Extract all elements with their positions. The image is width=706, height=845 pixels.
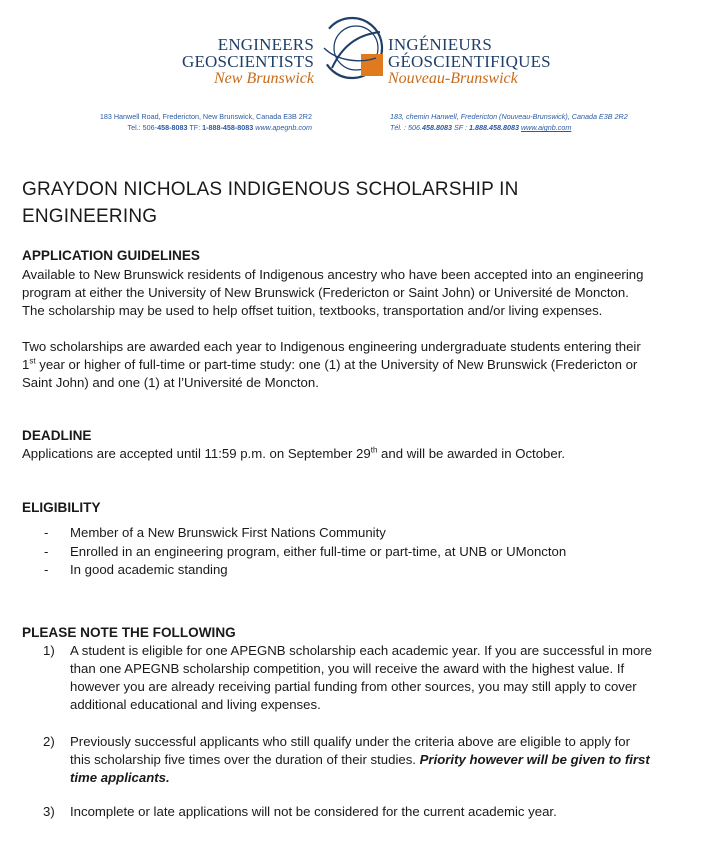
note-item-3: 3) Incomplete or late applications will not be considered for the current academic year. (43, 804, 557, 819)
eligibility-list (22, 524, 682, 580)
list-item: - Enrolled in an engineering program, either full-time or part-time, at UNB or UMoncton (44, 543, 567, 559)
title-line-1: GRAYDON NICHOLAS INDIGENOUS SCHOLARSHIP IN (22, 179, 519, 200)
note-item-1: 1) A student is eligible for one APEGNB scholarship each academic year. If you are successful in more than one APEGNB scholarship competition, you will receive the award with the highest value. If however you are already receiving partial funding from other sources, you may still apply to cover additional educational and living expenses. (43, 643, 653, 712)
address-block-en (100, 111, 312, 133)
address-fr: 183, chemin Hanwell, Fredericton (Nouveau-Brunswick), Canada E3B 2R2 (390, 112, 628, 121)
list-item: - Member of a New Brunswick First Nations Community (44, 525, 386, 540)
document-title (22, 176, 622, 230)
deadline-text: Applications are accepted until 11:59 p.m. on September 29th and will be awarded in October. (22, 445, 566, 461)
website-link-en[interactable]: www.apegnb.com (255, 123, 312, 132)
letterhead (0, 0, 706, 140)
org-name-english (182, 36, 314, 88)
org-line-2-en: GEOSCIENTISTS (182, 52, 314, 71)
guidelines-paragraph-1: Available to New Brunswick residents of Indigenous ancestry who have been accepted into an engineering program at either the University of New Brunswick (Fredericton or Saint John) or Université de Moncton. The scholarship may be used to help offset tuition, textbooks, transportation and/or living expenses. (22, 267, 644, 318)
note-item-2: 2) Previously successful applicants who still qualify under the criteria above are eligible to apply for this scholarship five times over the duration of their studies. Priority however will be given to first time applicants. (43, 734, 650, 785)
apegnb-logo-icon (318, 8, 388, 88)
org-line-1-fr: INGÉNIEURS (388, 35, 492, 54)
address-block-fr (390, 111, 628, 133)
address-en: 183 Hanwell Road, Fredericton, New Brunswick, Canada E3B 2R2 (99, 112, 312, 121)
section-heading-notes: PLEASE NOTE THE FOLLOWING (22, 625, 236, 640)
guidelines-paragraph-2: Two scholarships are awarded each year to Indigenous engineering undergraduate students entering their 1st year or higher of full-time or part-time study: one (1) at the University of New Brunswick (Fredericton or Saint John) and one (1) at l’Université de Moncton. (22, 339, 641, 390)
section-heading-guidelines: APPLICATION GUIDELINES (22, 248, 200, 263)
org-line-1-en: ENGINEERS (217, 35, 314, 54)
section-heading-eligibility: ELIGIBILITY (22, 500, 101, 515)
contact-fr: Tél. : 506.458.8083 SF : 1.888.458.8083 www.aignb.com (390, 123, 572, 132)
contact-en: Tel.: 506-458-8083 TF: 1-888-458-8083 www.apegnb.com (127, 123, 312, 132)
org-province-fr: Nouveau-Brunswick (388, 70, 518, 87)
org-line-2-fr: GÉOSCIENTIFIQUES (388, 52, 551, 71)
org-name-french (388, 36, 551, 88)
title-line-2: ENGINEERING (22, 206, 158, 227)
section-heading-deadline: DEADLINE (22, 428, 92, 443)
website-link-fr[interactable]: www.aignb.com (520, 123, 572, 132)
org-province-en: New Brunswick (214, 70, 314, 87)
list-item: - In good academic standing (44, 562, 228, 577)
